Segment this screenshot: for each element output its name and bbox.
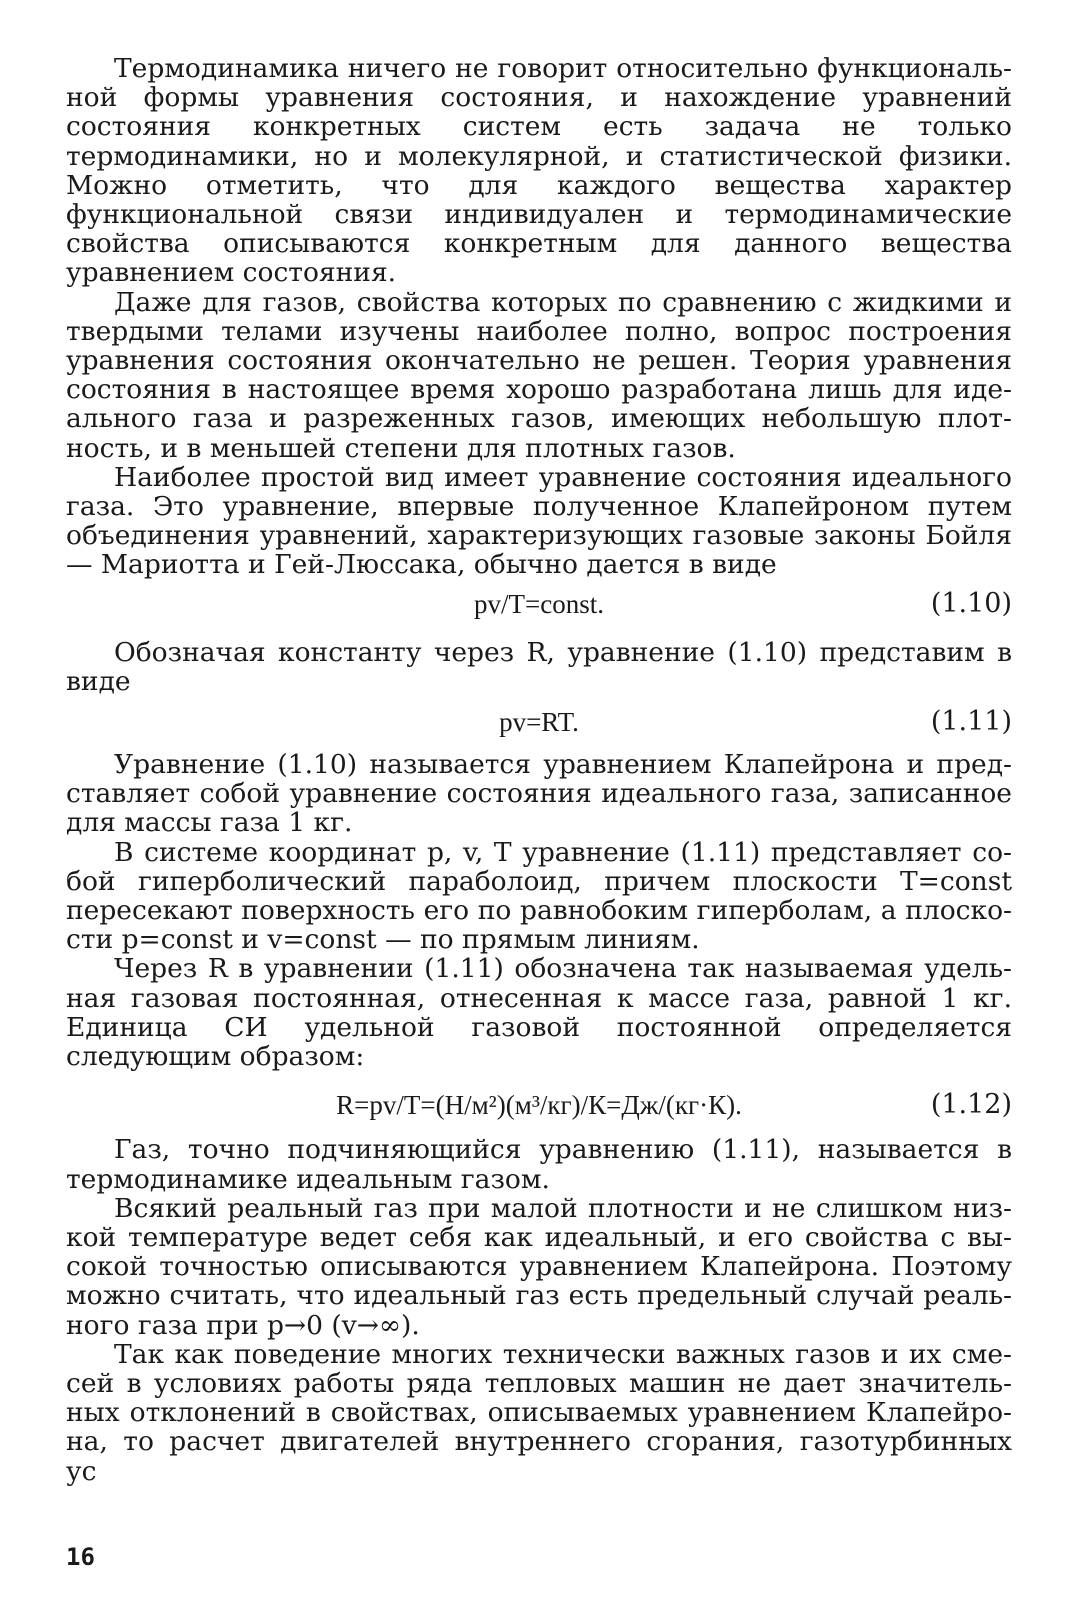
paragraph-4: Обозначая константу через R, уравнение (1.10) представим в виде <box>66 636 1012 697</box>
formula-number: (1.10) <box>930 587 1012 619</box>
formula-number: (1.12) <box>930 1089 1012 1121</box>
paragraph-6: В системе координат p, v, T уравнение (1.11) представляет собой гиперболический параболоид, причем плоскости T=const пересекают поверхность его по равнобоким гиперболам, а плоскости p=const и v=const — по прямым линиям. <box>66 836 1012 956</box>
paragraph-8: Газ, точно подчиняющийся уравнению (1.11), называется в термодинамике идеальным газом. <box>66 1134 1012 1195</box>
paragraph-5: Уравнение (1.10) называется уравнением Клапейрона и представляет собой уравнение состояния идеального газа, записанное для массы газа 1 кг. <box>66 749 1012 839</box>
formula-number: (1.11) <box>930 706 1012 738</box>
formula-expression: pv=RT. <box>499 707 579 738</box>
paragraph-3: Наиболее простой вид имеет уравнение состояния идеального газа. Это уравнение, впервые полученное Клапейроном путем объединения уравнений, характеризующих газовые законы Бойля — Мариотта и Гей-Люссака, обычно дается в виде <box>66 461 1012 581</box>
formula-expression: R=pv/T=(Н/м²)(м³/кг)/К=Дж/(кг·К). <box>336 1090 742 1121</box>
paragraph-7: Через R в уравнении (1.11) обозначена так называемая удельная газовая постоянная, отнесенная к массе газа, равной 1 кг. Единица СИ удельной газовой постоянной определяется следующим образом: <box>66 953 1012 1073</box>
page-number: 16 <box>66 1543 95 1571</box>
paragraph-9: Всякий реальный газ при малой плотности и не слишком низкой температуре ведет себя как идеальный, и его свойства с высокой точностью описываются уравнением Клапейрона. Поэтому можно считать, что идеальный газ есть предельный случай реального газа при p→0 (v→∞). <box>66 1192 1012 1341</box>
paragraph-1: Термодинамика ничего не говорит относительно функциональной формы уравнения состояния, и нахождение уравнений состояния конкретных систем есть задача не только термодинамики, но и молекулярной, и статистической физики. Можно отметить, что для каждого вещества характер функциональной связи индивидуален и термодинамические свойства описываются конкретным для данного вещества уравнением состояния. <box>66 53 1012 289</box>
paragraph-10: Так как поведение многих технически важных газов и их смесей в условиях работы ряда тепловых машин не дает значительных отклонений в свойствах, описываемых уравнением Клапейрона, то расчет двигателей внутреннего сгорания, газотурбинных ус <box>66 1338 1012 1487</box>
formula-expression: pv/T=const. <box>474 588 604 619</box>
formula-1-10 <box>66 584 1012 624</box>
formula-1-12 <box>66 1085 1012 1125</box>
paragraph-2: Даже для газов, свойства которых по сравнению с жидкими и твердыми телами изучены наиболее полно, вопрос построения уравнения состояния окончательно не решен. Теория уравнения состояния в настоящее время хорошо разработана лишь для идеального газа и разреженных газов, имеющих небольшую плотность, и в меньшей степени для плотных газов. <box>66 286 1012 464</box>
formula-1-11 <box>66 702 1012 742</box>
